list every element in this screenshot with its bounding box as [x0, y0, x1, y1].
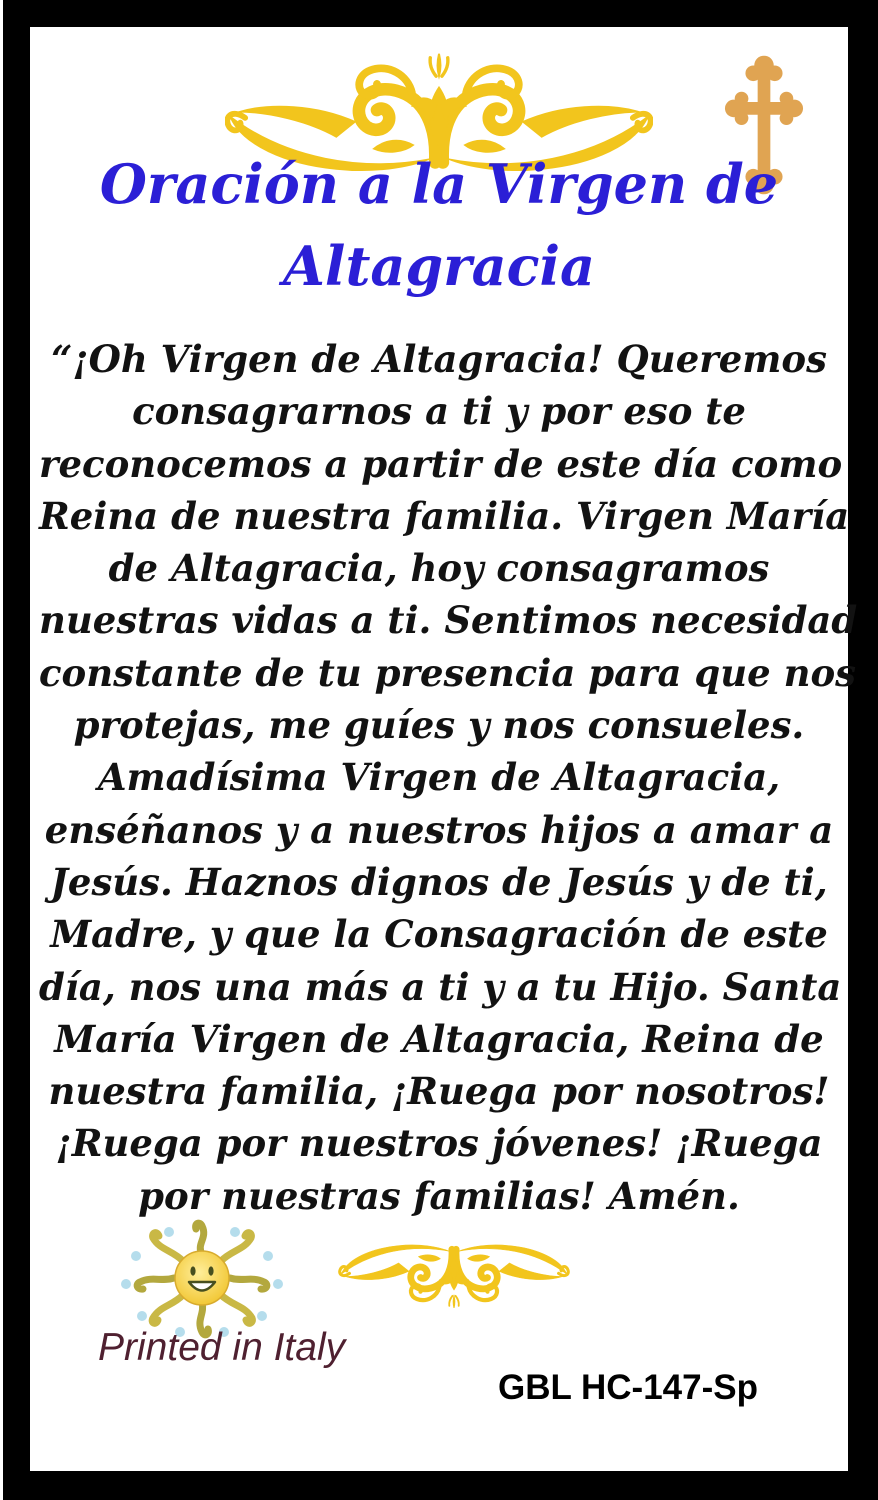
prayer-text-block [39, 333, 858, 1222]
printed-in-italy-label: Printed in Italy [98, 1326, 346, 1369]
prayer-line: Madre, y que la Consagración de este [50, 912, 828, 957]
prayer-line: consagrarnos a ti y por eso te [132, 389, 746, 434]
card-title-line1: Oración a la Virgen de [99, 152, 779, 216]
product-code-label: GBL HC-147-Sp [498, 1368, 758, 1407]
smiling-sun-icon [112, 1218, 292, 1342]
prayer-line: protejas, me guíes y nos consueles. [73, 703, 805, 748]
prayer-line: constante de tu presencia para que nos [39, 650, 856, 695]
flourish-ornament-inverted-icon [338, 1242, 570, 1310]
prayer-line: día, nos una más a ti y a tu Hijo. Santa [39, 964, 842, 1009]
prayer-line: nuestras vidas a ti. Sentimos necesidad [39, 598, 858, 643]
prayer-line: de Altagracia, hoy consagramos [108, 546, 770, 591]
prayer-line: nuestra familia, ¡Ruega por nosotros! [48, 1069, 830, 1114]
prayer-line: María Virgen de Altagracia, Reina de [54, 1016, 824, 1061]
prayer-line: por nuestras familias! Amén. [138, 1173, 740, 1218]
card-title-line2: Altagracia [283, 234, 595, 298]
prayer-line: Amadísima Virgen de Altagracia, [97, 755, 781, 800]
prayer-line: “¡Oh Virgen de Altagracia! Queremos [51, 337, 827, 381]
prayer-line: Reina de nuestra familia. Virgen María [39, 493, 850, 538]
prayer-line: ¡Ruega por nuestros jóvenes! ¡Ruega [55, 1121, 823, 1166]
prayer-line: reconocemos a partir de este día como [39, 441, 843, 486]
outer-white-edge [0, 0, 3, 1500]
prayer-line: enséñanos y a nuestros hijos a amar a [44, 807, 834, 852]
prayer-line: Jesús. Haznos dignos de Jesús y de ti, [50, 859, 828, 904]
